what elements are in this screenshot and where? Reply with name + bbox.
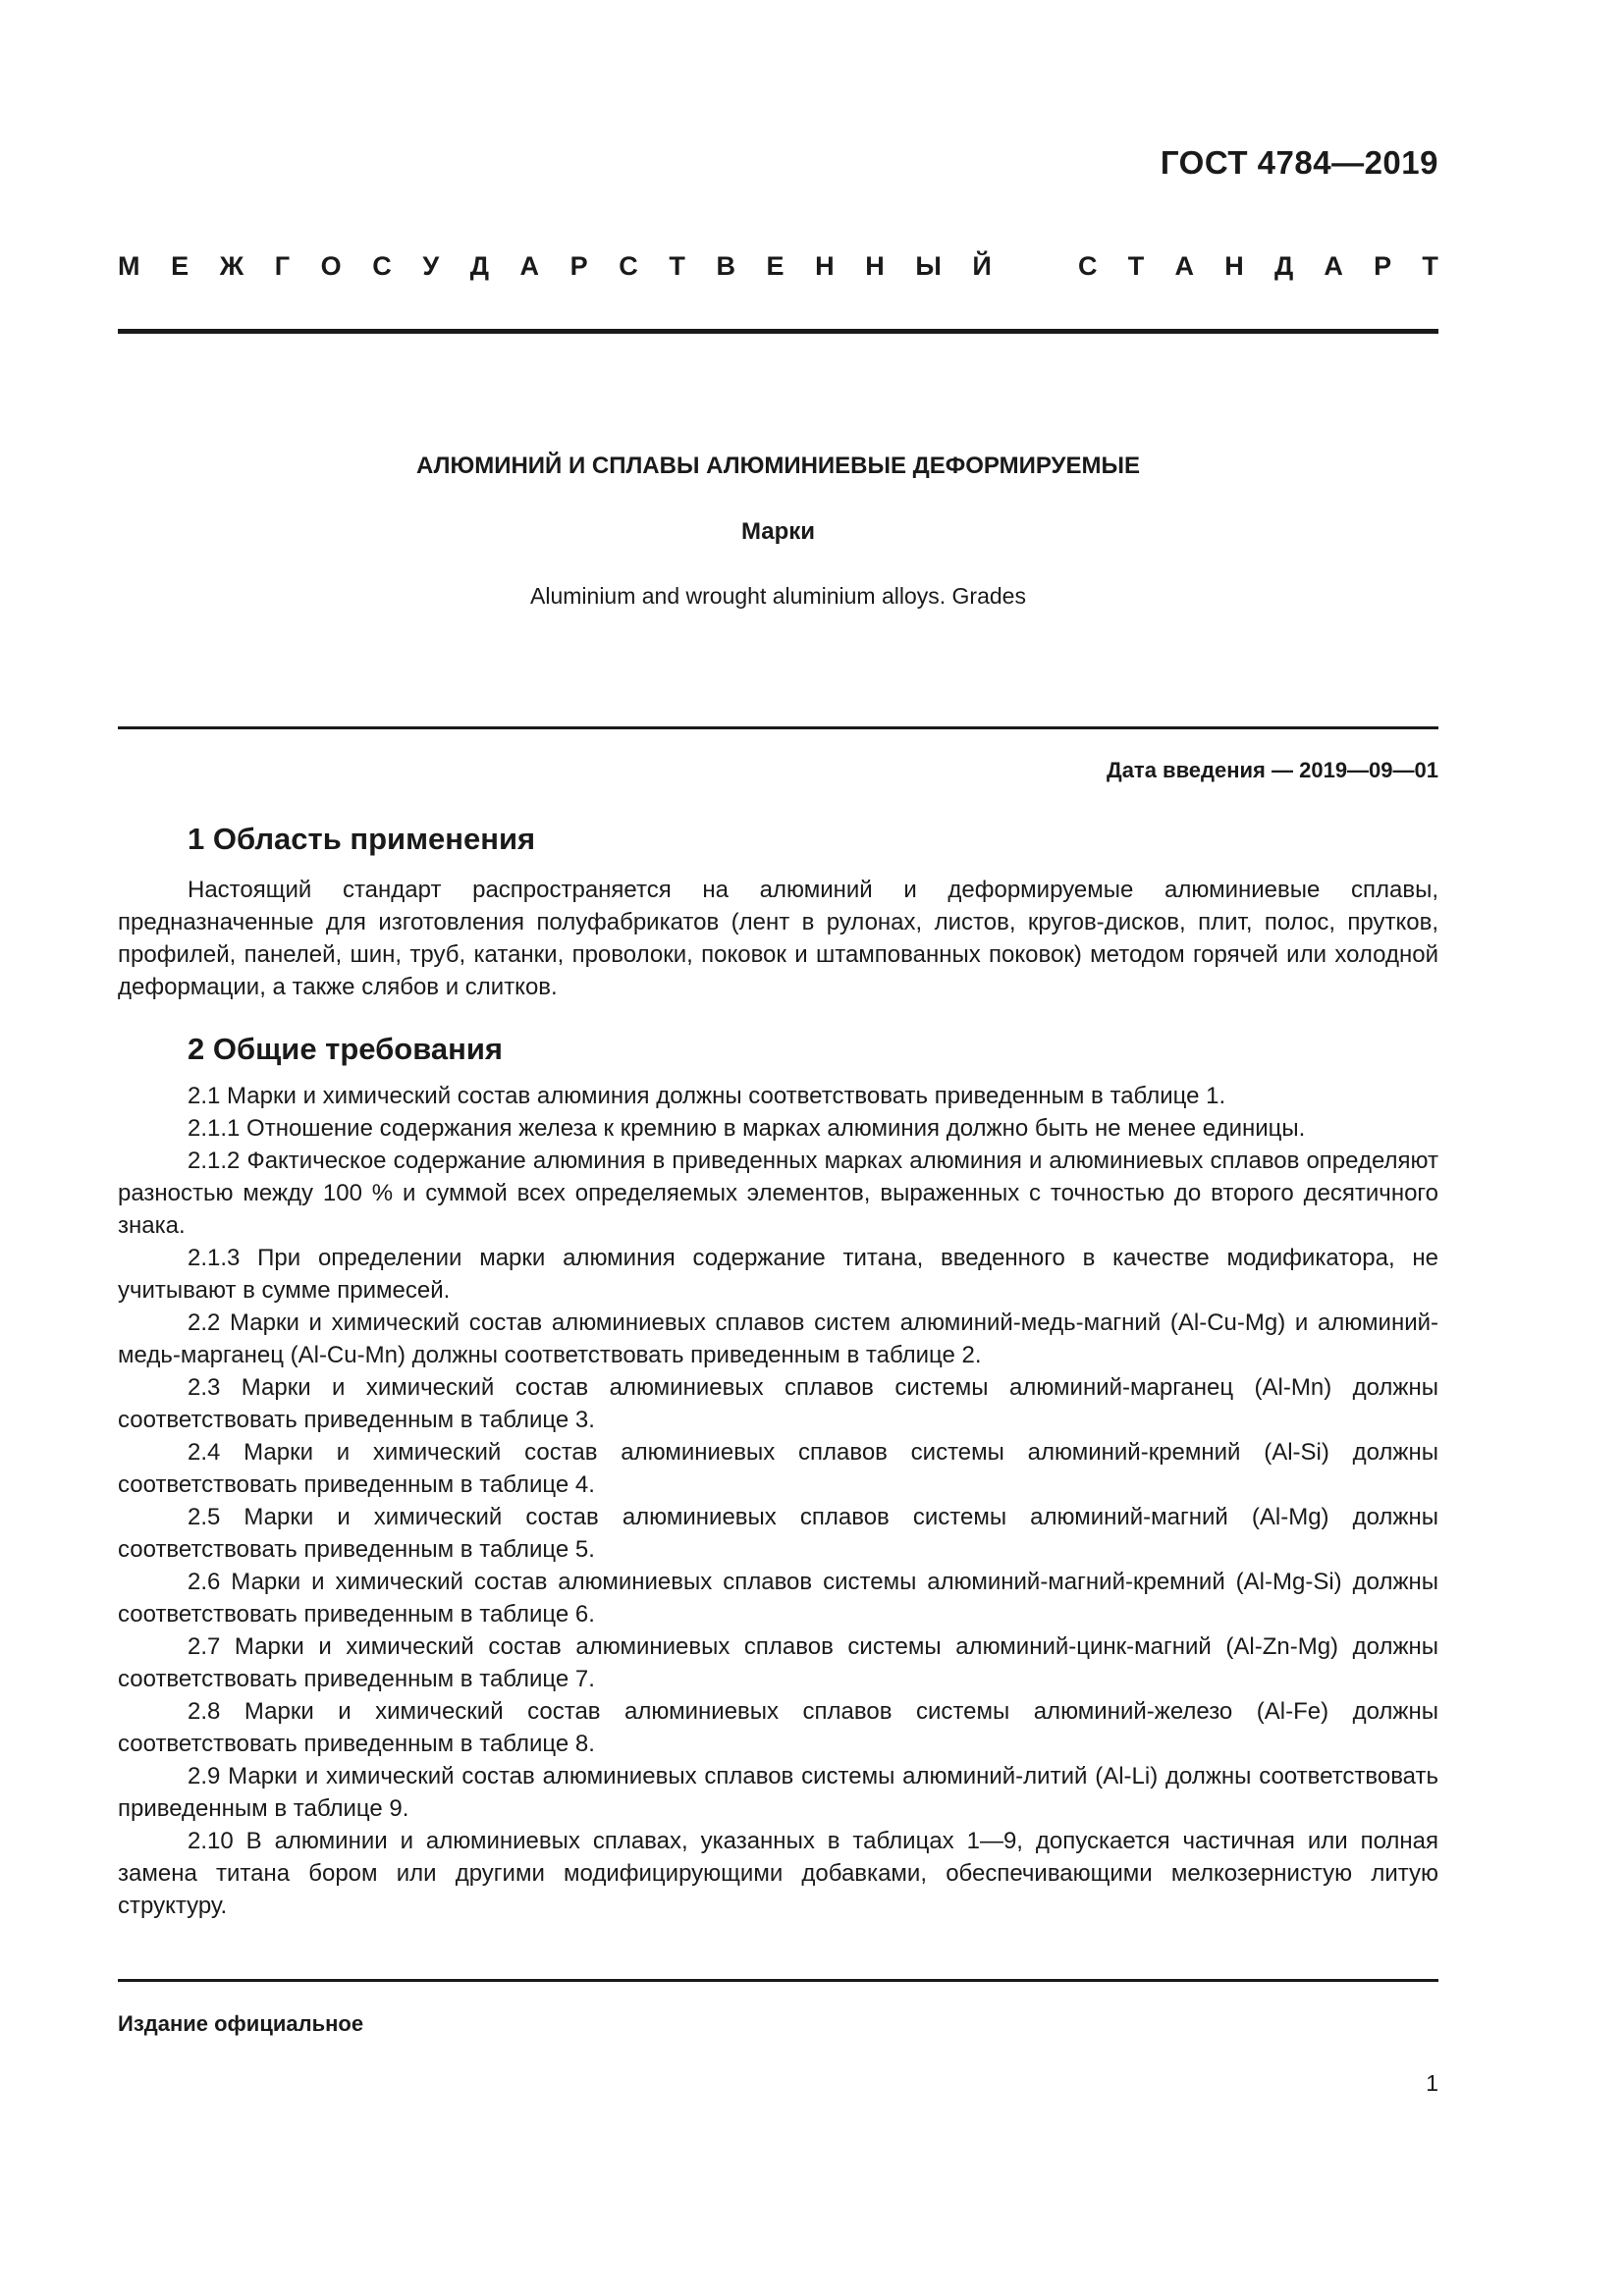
heading-letter: Д bbox=[469, 251, 489, 281]
heading-letter: С bbox=[619, 251, 638, 281]
heading-letter: В bbox=[716, 251, 735, 281]
heading-letter: С bbox=[1078, 251, 1098, 281]
heading-letter: А bbox=[1324, 251, 1343, 281]
heading-letter: Н bbox=[1224, 251, 1244, 281]
heading-letter: Г bbox=[274, 251, 291, 281]
heading-letter: М bbox=[118, 251, 140, 281]
paragraph: 2.10 В алюминии и алюминиевых сплавах, указанных в таблицах 1—9, допускается частичная или полная замена титана бором или другими модифицирующими добавками, обеспечивающими мелкозернистую литую структуру. bbox=[118, 1828, 1438, 1919]
document-page bbox=[118, 0, 1438, 2296]
paragraph: 2.1.3 При определении марки алюминия содержание титана, введенного в качестве модификатора, не учитывают в сумме примесей. bbox=[118, 1245, 1438, 1304]
standard-word bbox=[1078, 251, 1438, 282]
heading-letter: Т bbox=[669, 251, 685, 281]
heading-letter: У bbox=[422, 251, 440, 281]
heading-letter: Р bbox=[569, 251, 588, 281]
document-body bbox=[118, 820, 1438, 1922]
heading-letter: О bbox=[320, 251, 342, 281]
introduction-date: Дата введения — 2019—09—01 bbox=[1107, 758, 1438, 782]
paragraph: 2.8 Марки и химический состав алюминиевых сплавов системы алюминий-железо (Al-Fe) должны соответствовать приведенным в таблице 8. bbox=[118, 1698, 1438, 1757]
interstate-word bbox=[118, 251, 992, 282]
heading-letter: Р bbox=[1374, 251, 1392, 281]
paragraph: 2.7 Марки и химический состав алюминиевых сплавов системы алюминий-цинк-магний (Al-Zn-Mg) должны соответствовать приведенным в таблице 7. bbox=[118, 1633, 1438, 1692]
section-heading: 2 Общие требования bbox=[188, 1032, 503, 1066]
paragraph: 2.1 Марки и химический состав алюминия должны соответствовать приведенным в таблице 1. bbox=[188, 1083, 1226, 1109]
heading-letter: Е bbox=[171, 251, 189, 281]
heading-letter: Т bbox=[1422, 251, 1438, 281]
page-number: 1 bbox=[1426, 2070, 1438, 2096]
heading-letter: Т bbox=[1127, 251, 1145, 281]
paragraph: 2.4 Марки и химический состав алюминиевых сплавов системы алюминий-кремний (Al-Si) должны соответствовать приведенным в таблице 4. bbox=[118, 1439, 1438, 1498]
document-number: ГОСТ 4784—2019 bbox=[1160, 144, 1438, 181]
document-title: АЛЮМИНИЙ И СПЛАВЫ АЛЮМИНИЕВЫЕ ДЕФОРМИРУЕМЫЕ bbox=[416, 453, 1140, 479]
heading-letter: А bbox=[1174, 251, 1194, 281]
interstate-standard-heading bbox=[118, 251, 1438, 282]
paragraph: Настоящий стандарт распространяется на алюминий и деформируемые алюминиевые сплавы, предназначенные для изготовления полуфабрикатов (лент в рулонах, листов, кругов-дисков, плит, полос, прутков, профилей, панелей, шин, труб, катанки, проволоки, поковок и штампованных поковок) методом горячей или холодной деформации, а также слябов и слитков. bbox=[118, 877, 1438, 1000]
paragraph: 2.1.1 Отношение содержания железа к кремнию в марках алюминия должно быть не менее единицы. bbox=[188, 1115, 1306, 1142]
heading-letter: Й bbox=[972, 251, 992, 281]
title-divider bbox=[118, 726, 1438, 729]
heading-letter: А bbox=[519, 251, 540, 281]
heading-letter: С bbox=[372, 251, 392, 281]
paragraph: 2.6 Марки и химический состав алюминиевых сплавов системы алюминий-магний-кремний (Al-Mg-Si) должны соответствовать приведенным в таблице 6. bbox=[118, 1569, 1438, 1628]
paragraph: 2.3 Марки и химический состав алюминиевых сплавов системы алюминий-марганец (Al-Mn) должны соответствовать приведенным в таблице 3. bbox=[118, 1374, 1438, 1433]
heading-letter: Н bbox=[865, 251, 885, 281]
document-subtitle: Марки bbox=[740, 518, 816, 545]
english-title: Aluminium and wrought aluminium alloys. Grades bbox=[530, 583, 1026, 609]
header-divider bbox=[118, 329, 1438, 334]
paragraph: 2.5 Марки и химический состав алюминиевых сплавов системы алюминий-магний (Al-Mg) должны соответствовать приведенным в таблице 5. bbox=[118, 1504, 1438, 1563]
heading-letter: Ж bbox=[219, 251, 244, 281]
heading-letter: Е bbox=[766, 251, 785, 281]
heading-letter: Ы bbox=[915, 251, 942, 281]
paragraph: 2.1.2 Фактическое содержание алюминия в приведенных марках алюминия и алюминиевых сплавов определяют разностью между 100 % и суммой всех определяемых элементов, выраженных с точностью до второго десятичного знака. bbox=[118, 1148, 1438, 1239]
heading-letter: Д bbox=[1273, 251, 1294, 281]
official-edition-label: Издание официальное bbox=[118, 2011, 364, 2036]
heading-letter: Н bbox=[815, 251, 835, 281]
footer-divider bbox=[118, 1979, 1438, 1982]
paragraph: 2.9 Марки и химический состав алюминиевых сплавов системы алюминий-литий (Al-Li) должны соответствовать приведенным в таблице 9. bbox=[118, 1763, 1438, 1822]
section-heading: 1 Область применения bbox=[188, 822, 536, 856]
paragraph: 2.2 Марки и химический состав алюминиевых сплавов систем алюминий-медь-магний (Al-Cu-Mg) и алюминий-медь-марганец (Al-Cu-Mn) должны соответствовать приведенным в таблице 2. bbox=[118, 1309, 1438, 1368]
